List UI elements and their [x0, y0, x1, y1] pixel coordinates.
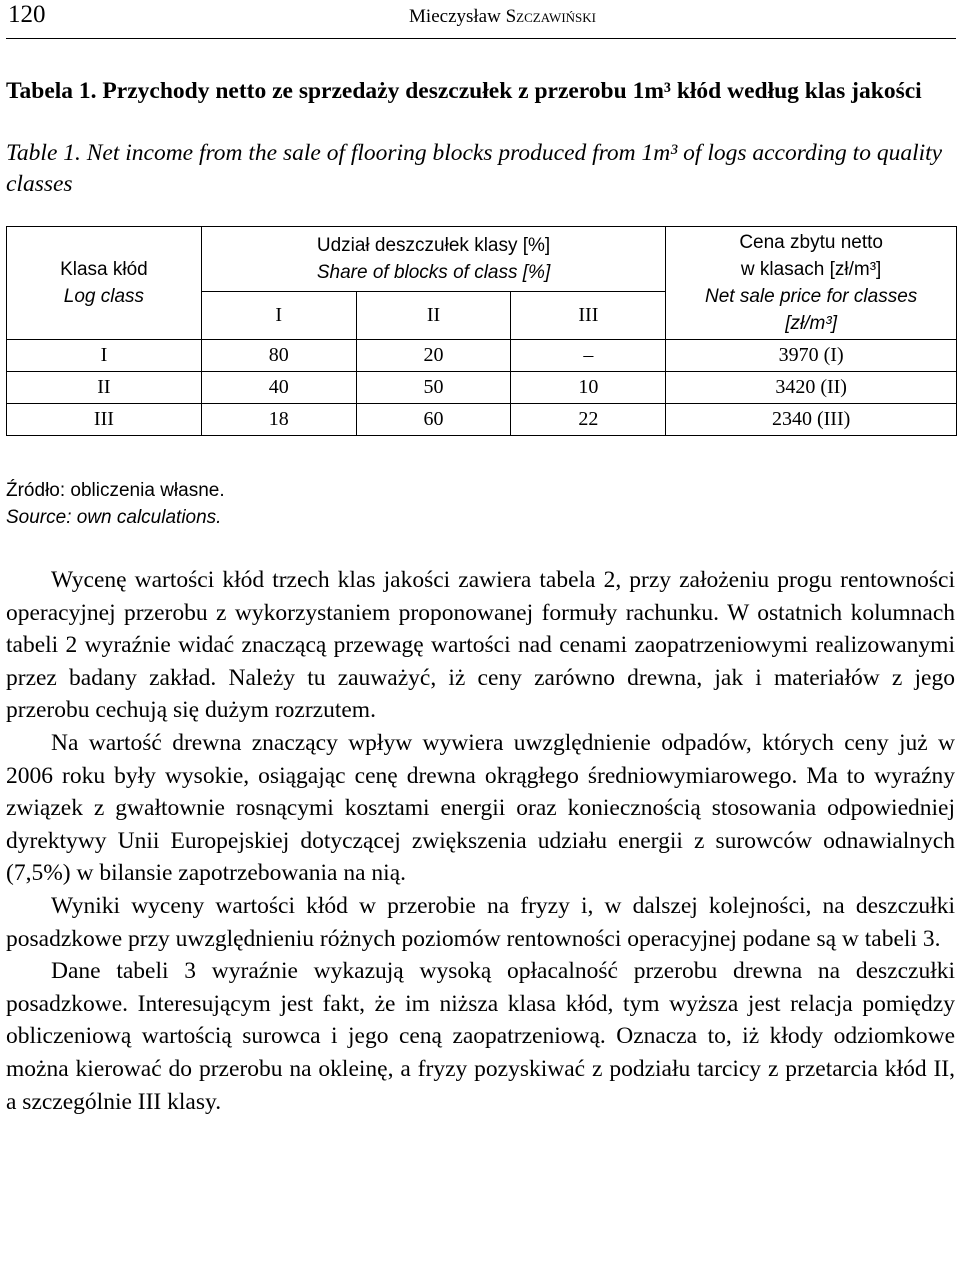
- cell-class: I: [7, 340, 202, 372]
- header-price-pl-1: Cena zbytu netto: [739, 232, 883, 253]
- header-share-pl: Udział deszczułek klasy [%]: [316, 235, 551, 256]
- cell-price: 3420 (II): [666, 372, 957, 404]
- subheader-class-iii: III: [511, 292, 666, 340]
- income-table: [6, 226, 957, 436]
- author-first-name: Mieczysław: [409, 6, 501, 27]
- header-log-class: [7, 227, 202, 340]
- header-share: [201, 227, 665, 292]
- paragraph: Na wartość drewna znaczący wpływ wywiera uwzględnienie odpadów, których ceny już w 2006 roku były wysokie, osiągając cenę drewna okrągłego średniowymiarowego. Ma to wyraźny związek z gwałtownie rosnącymi kosztami energii oraz koniecznością stosowania odpowiedniej dyrektywy Unii Europejskiej dotyczącej zwiększenia udziału energii z surowców odnawialnych (7,5%) w bilansie zapotrzebowania na nią.: [6, 729, 955, 887]
- cell-share-ii: 60: [356, 404, 511, 436]
- cell-share-iii: 22: [511, 404, 666, 436]
- cell-class: II: [7, 372, 202, 404]
- cell-share-iii: 10: [511, 372, 666, 404]
- table-source: [6, 477, 225, 531]
- paragraph: Wyniki wyceny wartości kłód w przerobie na fryzy i, w dalszej kolejności, na deszczułki posadzkowe przy uwzględnieniu różnych poziomów rentowności operacyjnej podane są w tabeli 3.: [6, 892, 955, 952]
- running-header: [6, 0, 956, 39]
- paragraph: Wycenę wartości kłód trzech klas jakości zawiera tabela 2, przy założeniu progu rentowności operacyjnej przerobu z wykorzystaniem proponowanej formuły rachunku. W ostatnich kolumnach tabeli 2 wyraźnie widać znaczącą przewagę wartości nad cenami zaopatrzeniowymi realizowanymi przez badany zakład. Należy tu zauważyć, iż ceny zarówno drewna, jak i materiałów z jego przerobu cechują się dużym rozrzutem.: [6, 567, 955, 724]
- table-row: [7, 340, 957, 372]
- table-caption-polish: Tabela 1. Przychody netto ze sprzedaży deszczułek z przerobu 1m³ kłód według klas jakości: [6, 78, 922, 104]
- cell-price: 3970 (I): [666, 340, 957, 372]
- cell-share-ii: 50: [356, 372, 511, 404]
- cell-share-i: 40: [201, 372, 356, 404]
- table-row: [7, 372, 957, 404]
- header-price: [666, 227, 957, 340]
- header-price-en-2: [zł/m³]: [785, 313, 837, 334]
- cell-price: 2340 (III): [666, 404, 957, 436]
- subheader-class-ii: II: [356, 292, 511, 340]
- cell-share-i: 80: [201, 340, 356, 372]
- subheader-class-i: I: [201, 292, 356, 340]
- body-text: [6, 564, 955, 1118]
- page-number: 120: [8, 1, 46, 28]
- paragraph: Dane tabeli 3 wyraźnie wykazują wysoką opłacalność przerobu drewna na deszczułki posadzkowe. Interesującym jest fakt, że im niższa klasa kłód, tym wyższa jest relacja pomiędzy obliczeniową wartością surowca i jego ceną zaopatrzeniową. Oznacza to, iż kłody odziomkowe można kierować do przerobu na okleinę, a fryzy pozyskiwać z podziału tarcicy z przetarcia kłód II, a szczególnie III klasy.: [6, 958, 955, 1115]
- table-row: [7, 404, 957, 436]
- header-log-class-pl: Klasa kłód: [60, 259, 148, 280]
- cell-share-i: 18: [201, 404, 356, 436]
- source-polish: Źródło: obliczenia własne.: [6, 480, 225, 501]
- header-price-en-1: Net sale price for classes: [705, 286, 918, 307]
- author-last-name: Szczawiński: [505, 6, 596, 27]
- table-caption-english: Table 1. Net income from the sale of flooring blocks produced from 1m³ of logs according to quality classes: [6, 140, 943, 197]
- header-price-pl-2: w klasach [zł/m³]: [740, 259, 882, 280]
- cell-share-iii: –: [511, 340, 666, 372]
- header-share-en: Share of blocks of class [%]: [316, 262, 551, 283]
- source-english: Source: own calculations.: [6, 507, 222, 528]
- author-name: [409, 6, 596, 28]
- cell-share-ii: 20: [356, 340, 511, 372]
- cell-class: III: [7, 404, 202, 436]
- header-log-class-en: Log class: [63, 286, 145, 307]
